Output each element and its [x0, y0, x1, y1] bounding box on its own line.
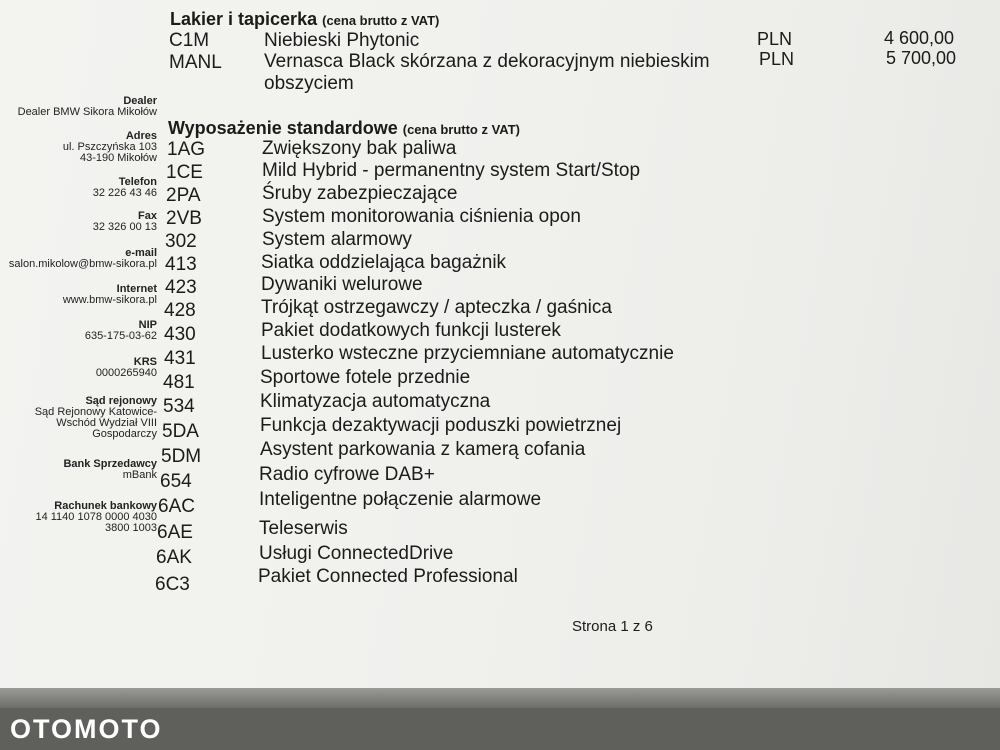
- account-label: Rachunek bankowy: [54, 500, 157, 512]
- standard-subtitle: (cena brutto z VAT): [402, 122, 520, 137]
- upholstery-currency: PLN: [759, 49, 795, 69]
- list-item-code: 5DM: [161, 446, 202, 467]
- paint-desc: Niebieski Phytonic: [264, 30, 420, 51]
- paint-currency: PLN: [757, 29, 793, 49]
- account-line: 3800 1003: [105, 522, 157, 534]
- list-item-desc: Mild Hybrid - permanentny system Start/Stop: [262, 160, 641, 181]
- internet-label: Internet: [116, 283, 157, 295]
- lower-sheet-edge: [0, 688, 1000, 708]
- list-item-desc: Inteligentne połączenie alarmowe: [259, 489, 542, 510]
- court-line: Wschód Wydział VIII: [56, 417, 157, 429]
- paint-section-title: [170, 9, 439, 30]
- list-item-code: 2VB: [166, 208, 202, 229]
- court-line: Gospodarczy: [92, 428, 157, 440]
- email-label: e-mail: [125, 247, 157, 259]
- list-item-code: 5DA: [162, 421, 199, 442]
- list-item-code: 1CE: [166, 162, 203, 183]
- internet-value: www.bmw-sikora.pl: [62, 294, 157, 306]
- list-item-code: 413: [165, 254, 197, 275]
- email-value: salon.mikolow@bmw-sikora.pl: [8, 258, 157, 270]
- upholstery-code: MANL: [169, 52, 222, 73]
- list-item-code: 6AE: [157, 522, 193, 543]
- court-line: Sąd Rejonowy Katowice-: [34, 406, 157, 418]
- list-item-code: 2PA: [166, 185, 201, 206]
- list-item-desc: Radio cyfrowe DAB+: [259, 464, 435, 485]
- list-item-code: 481: [163, 372, 195, 393]
- list-item-code: 654: [160, 471, 192, 492]
- list-item-desc: Siatka oddzielająca bagażnik: [261, 252, 507, 273]
- fax-value: 32 326 00 13: [92, 221, 157, 233]
- list-item-code: 6AK: [156, 547, 192, 568]
- list-item-desc: Pakiet Connected Professional: [258, 566, 518, 587]
- krs-label: KRS: [133, 356, 157, 368]
- fax-label: Fax: [138, 210, 157, 222]
- list-item-code: 423: [165, 277, 197, 298]
- dealer-label: Dealer: [123, 95, 157, 107]
- bank-label: Bank Sprzedawcy: [63, 458, 157, 470]
- list-item-code: 431: [164, 348, 196, 369]
- phone-label: Telefon: [118, 176, 157, 188]
- krs-value: 0000265940: [95, 367, 157, 379]
- list-item-desc: Asystent parkowania z kamerą cofania: [260, 439, 586, 460]
- nip-label: NIP: [138, 319, 157, 331]
- address-line: 43-190 Mikołów: [79, 152, 157, 164]
- paint-price: 4 600,00: [884, 28, 955, 48]
- list-item-code: 534: [163, 396, 195, 417]
- nip-value: 635-175-03-62: [84, 330, 157, 342]
- list-item-desc: Śruby zabezpieczające: [262, 183, 458, 204]
- list-item-desc: Lusterko wsteczne przyciemniane automatycznie: [261, 343, 674, 364]
- list-item-code: 6C3: [155, 574, 190, 595]
- list-item-desc: Zwiększony bak paliwa: [262, 138, 457, 159]
- bank-value: mBank: [122, 469, 157, 481]
- standard-section-title: [168, 118, 520, 139]
- standard-title: Wyposażenie standardowe: [168, 118, 398, 138]
- upholstery-price: 5 700,00: [886, 48, 957, 68]
- list-item-code: 1AG: [167, 139, 206, 160]
- upholstery-desc-cont: obszyciem: [264, 73, 354, 94]
- list-item-desc: System monitorowania ciśnienia opon: [262, 206, 581, 227]
- list-item-code: 428: [164, 300, 196, 321]
- address-label: Adres: [125, 130, 157, 142]
- page-number: Strona 1 z 6: [572, 618, 653, 635]
- address-line: ul. Pszczyńska 103: [62, 141, 157, 153]
- list-item-desc: Sportowe fotele przednie: [260, 367, 471, 388]
- list-item-desc: Klimatyzacja automatyczna: [260, 391, 491, 412]
- dealer-value: Dealer BMW Sikora Mikołów: [17, 106, 157, 118]
- account-line: 14 1140 1078 0000 4030: [35, 511, 157, 523]
- paint-subtitle: (cena brutto z VAT): [322, 13, 440, 28]
- otomoto-logo: [10, 714, 163, 745]
- otomoto-wordmark: OTOMOTO: [10, 714, 163, 744]
- list-item-desc: Trójkąt ostrzegawczy / apteczka / gaśnica: [261, 297, 612, 318]
- paint-code: C1M: [169, 30, 210, 51]
- paint-title: Lakier i tapicerka: [170, 9, 318, 29]
- list-item-code: 302: [165, 231, 197, 252]
- court-label: Sąd rejonowy: [85, 395, 157, 407]
- list-item-desc: Funkcja dezaktywacji poduszki powietrznej: [260, 415, 622, 436]
- list-item-code: 6AC: [158, 496, 195, 517]
- phone-value: 32 226 43 46: [92, 187, 157, 199]
- upholstery-desc: Vernasca Black skórzana z dekoracyjnym niebieskim: [264, 51, 710, 72]
- list-item-desc: Usługi ConnectedDrive: [259, 543, 454, 564]
- list-item-desc: Teleserwis: [259, 518, 348, 539]
- list-item-desc: Dywaniki welurowe: [261, 274, 423, 295]
- list-item-desc: Pakiet dodatkowych funkcji lusterek: [261, 320, 561, 341]
- list-item-desc: System alarmowy: [262, 229, 412, 250]
- list-item-code: 430: [164, 324, 196, 345]
